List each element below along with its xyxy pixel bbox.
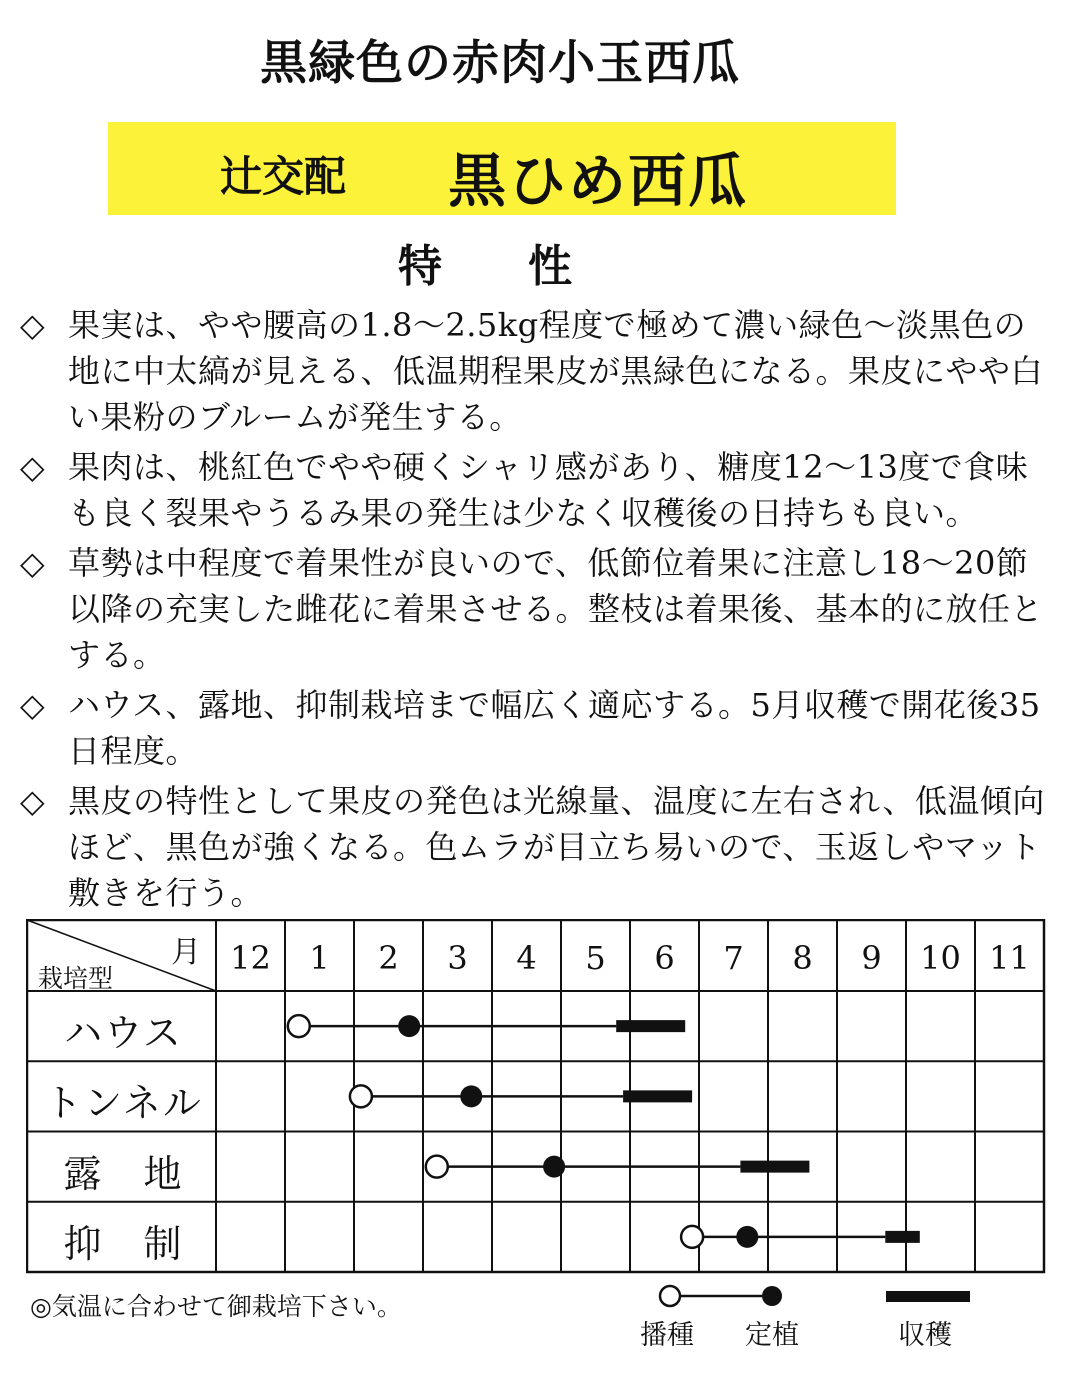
sow-marker (350, 1085, 372, 1107)
month-label: 9 (861, 939, 882, 977)
feature-item (20, 302, 1050, 440)
month-label: 5 (585, 939, 606, 977)
plant-dot-icon (762, 1286, 782, 1306)
sow-marker (426, 1156, 448, 1178)
month-label: 2 (378, 939, 399, 977)
harvest-bar (885, 1231, 920, 1243)
diamond-bullet-icon: ◇ (20, 686, 46, 724)
feature-text: 果実は、やや腰高の1.8～2.5kg程度で極めて濃い緑色～淡黒色の地に中太縞が見える、低温期程果皮が黒緑色になる。果皮にやや白い果粉のブルームが発生する。 (68, 306, 1044, 436)
row-label-house: ハウス (64, 1011, 183, 1056)
plant-marker (736, 1226, 758, 1248)
cultivation-schedule-table (26, 919, 1046, 1274)
feature-item (20, 444, 1050, 536)
month-label: 4 (516, 939, 537, 977)
month-label: 11 (989, 939, 1030, 977)
harvest-bar (740, 1161, 809, 1173)
month-label: 6 (654, 939, 675, 977)
header-type-label: 栽培型 (38, 964, 114, 993)
month-label: 8 (792, 939, 813, 977)
header-month-label: 月 (171, 935, 201, 970)
feature-text: 草勢は中程度で着果性が良いので、低節位着果に注意し18～20節以降の充実した雌花に着果させる。整枝は着果後、基本的に放任とする。 (68, 544, 1044, 674)
diamond-bullet-icon: ◇ (20, 448, 46, 486)
cultivation-note: ◎気温に合わせて御栽培下さい。 (30, 1292, 402, 1321)
feature-item (20, 540, 1050, 678)
feature-text: 果肉は、桃紅色でやや硬くシャリ感があり、糖度12～13度で食味も良く裂果やうるみ果の発生は少なく収穫後の日持ちも良い。 (68, 448, 1029, 532)
sow-circle-icon (660, 1286, 680, 1306)
row-label-tunnel: トンネル (44, 1081, 203, 1126)
row-label-retarding: 抑 制 (63, 1221, 184, 1266)
month-label: 7 (723, 939, 744, 977)
month-label: 3 (447, 939, 468, 977)
legend-symbols (640, 1283, 980, 1313)
feature-text: 黒皮の特性として果皮の発色は光線量、温度に左右され、低温傾向ほど、黒色が強くなる。色ムラが目立ち易いので、玉返しやマット敷きを行う。 (68, 782, 1045, 912)
row-label-open-field: 露 地 (63, 1151, 184, 1196)
legend-sow-label: 播種 (640, 1320, 694, 1351)
harvest-bar (623, 1090, 692, 1102)
month-label: 12 (230, 939, 271, 977)
page-title: 黒緑色の赤肉小玉西瓜 (260, 36, 740, 91)
diamond-bullet-icon: ◇ (20, 544, 46, 582)
month-label: 10 (920, 939, 961, 977)
feature-text: ハウス、露地、抑制栽培まで幅広く適応する。5月収穫で開花後35日程度。 (68, 686, 1041, 770)
feature-list (20, 302, 1050, 920)
harvest-bar-icon (886, 1291, 970, 1302)
month-label: 1 (309, 939, 330, 977)
plant-marker (543, 1156, 565, 1178)
cross-label: 辻交配 (220, 152, 347, 201)
variety-banner (108, 122, 896, 215)
plant-marker (460, 1085, 482, 1107)
legend-harvest-label: 収穫 (898, 1320, 952, 1351)
diamond-bullet-icon: ◇ (20, 782, 46, 820)
sow-marker (288, 1015, 310, 1037)
sow-marker (681, 1226, 703, 1248)
variety-name: 黒ひめ西瓜 (448, 147, 749, 215)
feature-item (20, 682, 1050, 774)
diamond-bullet-icon: ◇ (20, 306, 46, 344)
section-heading: 特性 (398, 241, 658, 292)
legend-plant-label: 定植 (745, 1320, 799, 1351)
harvest-bar (616, 1020, 685, 1032)
feature-item (20, 778, 1050, 916)
plant-marker (398, 1015, 420, 1037)
